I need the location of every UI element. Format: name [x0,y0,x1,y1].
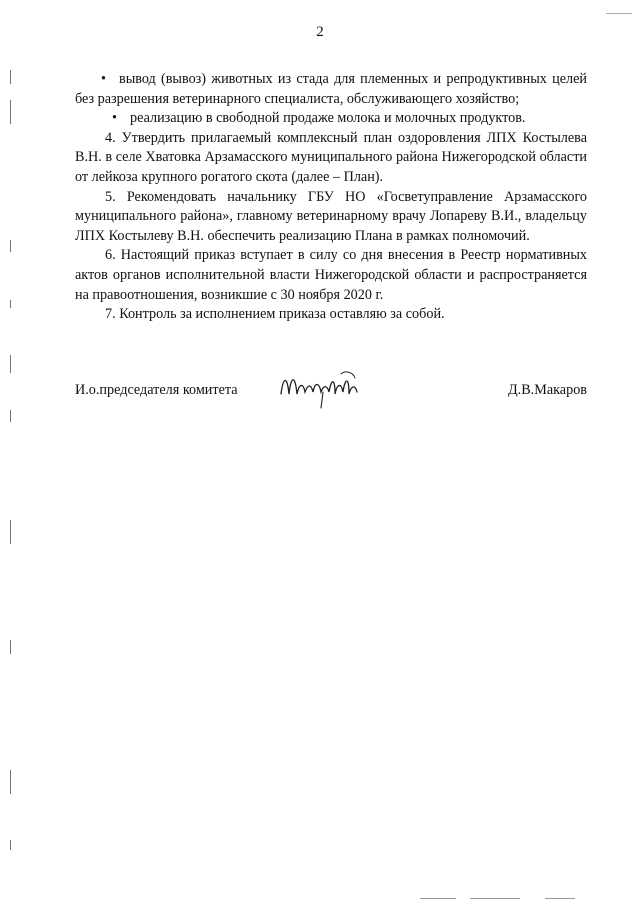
scan-artifact [420,898,456,899]
scan-artifact [10,840,11,850]
bullet-text: реализацию в свободной продаже молока и молочных продуктов. [130,110,526,127]
scan-artifact [10,70,11,84]
scan-artifact [10,300,11,308]
scan-artifact [10,100,11,124]
bullet-paragraph-herd-removal [75,70,587,109]
bullet-paragraph-milk-sales [75,109,587,129]
scan-artifact [10,770,11,794]
scan-artifact [10,355,11,373]
scan-artifact [545,898,575,899]
paragraph-item-5: 5. Рекомендовать начальнику ГБУ НО «Госветуправление Арзамасского муниципального района», главному ветеринарному врачу Лопареву В.И., владельцу ЛПХ Костылеву В.Н. обеспечить реализацию Плана в рамках полномочий. [75,188,587,244]
scan-artifact [10,240,11,252]
scan-artifact [470,898,520,899]
scan-artifact [10,520,11,544]
paragraph-item-4: 4. Утвердить прилагаемый комплексный план оздоровления ЛПХ Костылева В.Н. в селе Хватовка Арзамасского муниципального района Нижегородской области от лейкоза крупного рогатого скота (далее – План). [75,129,587,185]
bullet-marker: • [101,71,106,87]
bullet-marker: • [112,110,117,127]
signer-title: И.о.председателя комитета [75,382,238,398]
scan-artifact [606,13,632,14]
document-body [75,70,587,325]
paragraph-item-6: 6. Настоящий приказ вступает в силу со дня внесения в Реестр нормативных актов органов исполнительной власти Нижегородской области и распространяется на правоотношения, возникшие с 30 ноября 2020 г. [75,247,587,303]
handwritten-signature [275,364,365,414]
bullet-text: вывод (вывоз) животных из стада для племенных и репродуктивных целей без разрешения ветеринарного специалиста, обслуживающего хозяйство; [75,71,587,107]
signer-name: Д.В.Макаров [507,382,587,398]
page-number: 2 [316,24,324,40]
signature-block [75,380,587,420]
scan-artifact [10,640,11,654]
paragraph-item-7: 7. Контроль за исполнением приказа оставляю за собой. [105,306,445,323]
scan-artifact [10,410,11,422]
